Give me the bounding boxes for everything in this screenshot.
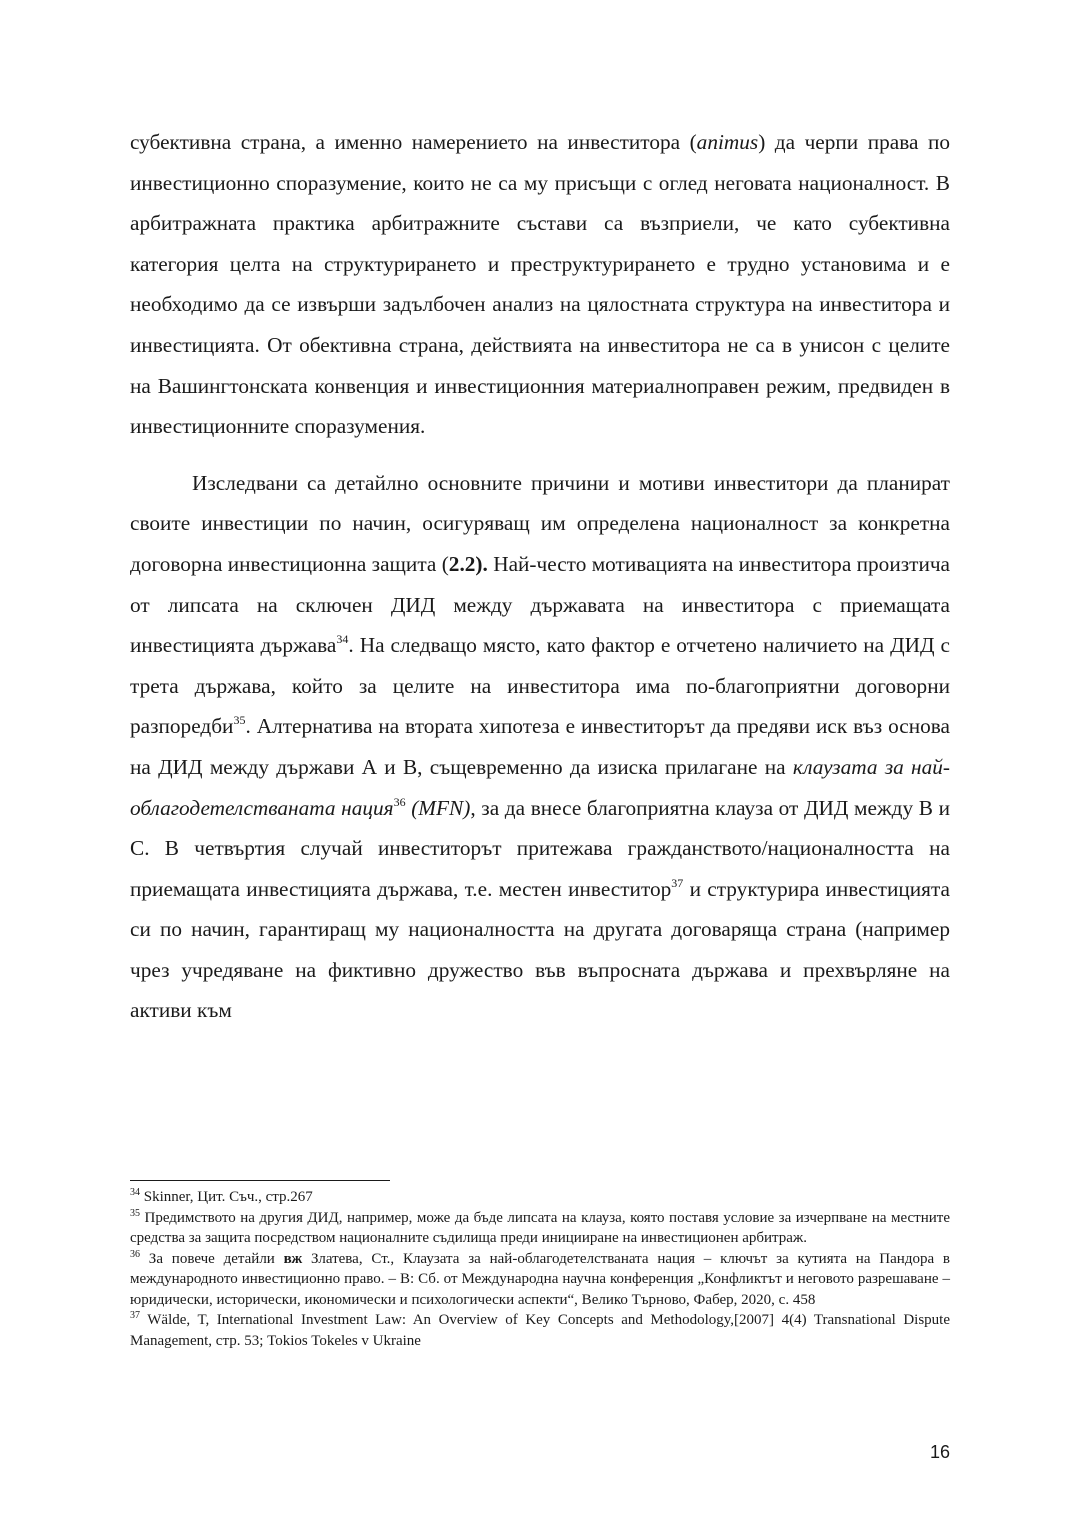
paragraph-continuation (130, 122, 950, 447)
italic-term-mfn-clause: клаузата за най-облагодетелстваната нация (130, 754, 951, 820)
footnote-35 (130, 1208, 950, 1249)
text-run: ) да черпи права по инвестиционно споразумение, които не са му присъщи с оглед неговата националност. В арбитражната практика арбитражните състави са възприели, че като субективна категория целта на структурирането и преструктурирането е трудно установима и е необходимо да се извърши задълбочен анализ на цялостната структура на инвеститора и инвестицията. От обективна страна, действията на инвеститора не са в унисон с целите на Вашингтонската конвенция и инвестиционния материалноправен режим, предвиден в инвестиционните споразумения. (130, 130, 950, 439)
footnote-number: 35 (130, 1207, 140, 1219)
footnote-separator (130, 1180, 390, 1181)
text-run: . Алтернатива на втората хипотеза е инвеститорът да предяви иск въз основа на ДИД между държави А и В, същевременно да изиска прилагане на (130, 714, 950, 779)
text-run: . На следващо място, като фактор е отчетено наличието на ДИД с трета държава, който за целите на инвеститора има по-благоприятни договорни разпоредби (130, 633, 950, 739)
text-run: и структурира инвестицията си по начин, гарантиращ му националността на другата договаряща страна (например чрез учредяване на фиктивно дружество във въпросната държава и прехвърляне на активи към (130, 876, 950, 1023)
footnote-ref-37[interactable]: 37 (671, 875, 684, 890)
footnote-number: 34 (130, 1187, 140, 1198)
footnotes (130, 1187, 950, 1351)
italic-term-animus: animus (696, 130, 759, 154)
footnote-number: 37 (130, 1310, 140, 1321)
footnote-ref-36[interactable]: 36 (393, 794, 406, 809)
text-run: субективна страна, а именно намерението на инвеститора ( (130, 130, 697, 154)
footnote-text: За повече детайли (140, 1250, 284, 1267)
footnote-number: 36 (130, 1248, 140, 1260)
footnote-ref-34[interactable]: 34 (336, 632, 349, 647)
text-run: , за да внесе благоприятна клауза от ДИД между В и С. В четвъртия случай инвеститорът притежава гражданството/националността на приемащата инвестицията държава, т.е. местен инвеститор (130, 795, 950, 901)
footnote-text: Wälde, T, International Investment Law: An Overview of Key Concepts and Methodology,[2007] 4(4) Transnational Dispute Management, стр. 53; Tokios Tokeles v Ukraine (130, 1312, 950, 1349)
italic-term-mfn: (MFN) (405, 795, 471, 820)
footnote-text: Предимството на другия ДИД, например, може да бъде липсата на клауза, която поставя условие за изчерпване на местните средства за защита посредством националните съдилища преди иницииране на инвестиционен арбитраж. (130, 1209, 950, 1246)
footnote-36 (130, 1249, 950, 1311)
footnote-text: Skinner, Цит. Съч., стр.267 (140, 1189, 313, 1205)
page-number: 16 (929, 1442, 950, 1462)
paragraph-motives (130, 463, 950, 1031)
footnote-text: Златева, Ст., Клаузата за най-облагодетелстваната нация – ключът за кутията на Пандора в международното инвестиционно право. – В: Сб. от Международна научна конференция „Конфликтът и неговото разрешаване – юридически, исторически, икономически и психологически аспекти“, Велико Търново, Фабер, 2020, с. 458 (130, 1250, 951, 1308)
footnote-34 (130, 1187, 950, 1208)
body-text (130, 122, 950, 1031)
text-run: Най-често мотивацията на инвеститора произтича от липсата на сключен ДИД между държавата на инвеститора с приемащата инвестицията държава (130, 551, 951, 658)
section-reference: 2.2). (448, 551, 488, 576)
footnote-ref-35[interactable]: 35 (233, 713, 246, 728)
footnote-bold-see: вж (283, 1250, 303, 1267)
footnote-37 (130, 1310, 950, 1351)
text-run: Изследвани са детайлно основните причини и мотиви инвеститори да планират своите инвестиции по начин, осигуряващ им определена националност за конкретна договорна инвестиционна защита ( (130, 470, 950, 576)
